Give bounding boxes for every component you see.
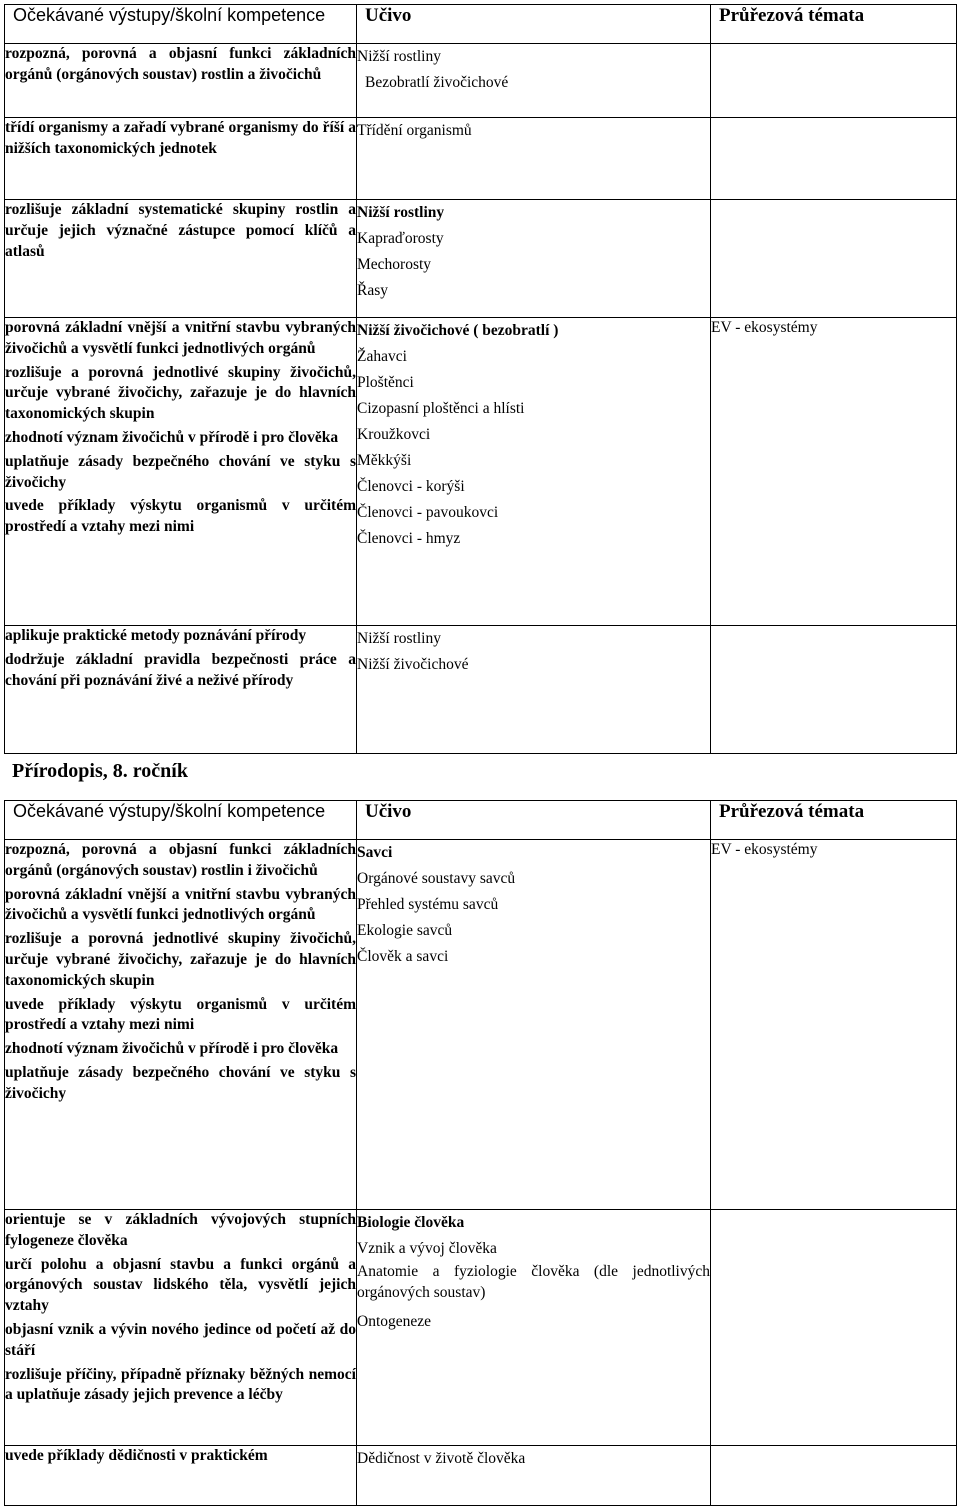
topics-cell [357,1210,711,1446]
outcomes-cell [5,626,357,754]
topic-text: Vznik a vývoj člověka [357,1240,497,1257]
topic-text: Přehled systému savců [357,896,499,913]
topic-text: Členovci - pavoukovci [357,504,499,521]
table-row [5,1210,957,1446]
outcome-text: uvede příklady dědičnosti v praktickém [5,1447,268,1464]
outcome-text: uplatňuje zásady bezpečného chování ve styku s živočichy [5,1063,356,1102]
header-cross-topics: Průřezová témata [719,5,865,26]
table-row [5,1446,957,1506]
topic-text: Savci [357,844,393,861]
topic-text: Nižší rostliny [357,630,441,647]
outcome-text: rozlišuje a porovná jednotlivé skupiny živočichů, určuje vybrané živočichy, zařazuje je do hlavních taxonomických skupin [5,930,356,989]
topic-text: Ploštěnci [357,374,414,391]
table-row [5,44,957,118]
topic-text: Třídění organismů [357,122,472,139]
topic-text: Nižší rostliny [357,48,441,65]
outcome-text: uplatňuje zásady bezpečného chování ve styku s živočichy [5,452,356,491]
section-title: Přírodopis, 8. ročník [12,760,188,782]
topic-text: Nižší živočichové ( bezobratlí ) [357,322,559,339]
outcomes-cell [5,1446,357,1506]
table-row [5,840,957,1210]
topic-text: Členovci - korýši [357,478,465,495]
outcome-text: rozlišuje a porovná jednotlivé skupiny živočichů, určuje vybrané živočichy, zařazuje je do hlavních taxonomických skupin [5,363,356,423]
cross-topics-cell: EV - ekosystémy [711,318,957,626]
outcomes-cell [5,200,357,318]
topic-text: Řasy [357,282,388,299]
table-row [5,200,957,318]
topic-text: Žahavci [357,348,407,365]
topic-text: Kroužkovci [357,426,431,443]
cross-topics-cell [711,1446,957,1506]
topics-cell [357,118,711,200]
topic-text: Bezobratlí živočichové [365,74,509,91]
header-cross-topics: Průřezová témata [719,801,865,822]
outcome-text: uvede příklady výskytu organismů v určitém prostředí a vztahy mezi nimi [5,497,356,536]
header-outcomes: Očekávané výstupy/školní kompetence [13,801,326,821]
outcome-text: porovná základní vnější a vnitřní stavbu vybraných živočichů a vysvětlí funkci jednotlivých orgánů [5,885,356,924]
outcome-text: rozpozná, porovná a objasní funkci základních orgánů (orgánových soustav) rostlin i živočichů [5,841,356,879]
topic-text: Nižší živočichové [357,656,469,673]
topic-text: Kapraďorosty [357,230,444,247]
header-topics: Učivo [365,801,412,822]
topic-text: Člověk a savci [357,948,449,965]
outcome-text: zhodnotí význam živočichů v přírodě i pro člověka [5,1040,339,1058]
outcome-text: uvede příklady výskytu organismů v určitém prostředí a vztahy mezi nimi [5,995,356,1034]
table-header [5,801,957,840]
cross-topics-cell: EV - ekosystémy [711,840,957,1210]
outcome-text: rozlišuje příčiny, případně příznaky běžných nemocí a uplatňuje zásady jejich prevence a léčby [5,1365,356,1404]
topic-text: Cizopasní ploštěnci a hlísti [357,400,525,417]
outcomes-cell [5,118,357,200]
cross-topics-cell [711,200,957,318]
topics-cell [357,200,711,318]
curriculum-table-8 [4,800,957,1506]
topic-text: Dědičnost v životě člověka [357,1450,526,1467]
curriculum-table-7 [4,4,957,754]
topics-cell [357,840,711,1210]
topic-text: Členovci - hmyz [357,530,461,547]
table-header [5,5,957,44]
topic-text: Ekologie savců [357,922,453,939]
topic-text: Mechorosty [357,256,432,273]
topics-cell [357,44,711,118]
outcome-text: aplikuje praktické metody poznávání přírody [5,627,307,644]
outcome-text: rozpozná, porovná a objasní funkci základních orgánů (orgánových soustav) rostlin a živočichů [5,45,356,83]
topics-cell [357,1446,711,1506]
outcome-text: třídí organismy a zařadí vybrané organismy do říší a nižších taxonomických jednotek [5,119,356,157]
cross-topics-cell [711,118,957,200]
cross-topics-cell [711,44,957,118]
cross-topics-cell [711,1210,957,1446]
table-row [5,318,957,626]
topic-text: Ontogeneze [357,1312,432,1330]
outcome-text: objasní vznik a vývin nového jedince od početí až do stáří [5,1320,356,1359]
outcome-text: dodržuje základní pravidla bezpečnosti práce a chování při poznávání živé a neživé přírody [5,650,356,689]
outcome-text: rozlišuje základní systematické skupiny rostlin a určuje jejich význačné zástupce pomocí klíčů a atlasů [5,201,356,260]
outcome-text: zhodnotí význam živočichů v přírodě i pro člověka [5,428,339,446]
header-outcomes: Očekávané výstupy/školní kompetence [13,5,326,25]
topic-text: Anatomie a fyziologie člověka (dle jednotlivých orgánových soustav) [357,1263,710,1301]
outcome-text: porovná základní vnější a vnitřní stavbu vybraných živočichů a vysvětlí funkci jednotlivých orgánů [5,319,356,357]
outcomes-cell [5,1210,357,1446]
topic-text: Měkkýši [357,452,412,469]
topic-text: Nižší rostliny [357,204,445,221]
cross-topics-cell [711,626,957,754]
outcomes-cell [5,44,357,118]
topic-text: Biologie člověka [357,1214,465,1231]
table-row [5,118,957,200]
outcomes-cell [5,318,357,626]
topics-cell [357,626,711,754]
outcome-text: určí polohu a objasní stavbu a funkci orgánů a orgánových soustav lidského těla, vysvětlí jejich vztahy [5,1255,356,1315]
topic-text: Orgánové soustavy savců [357,870,516,887]
topics-cell [357,318,711,626]
header-topics: Učivo [365,5,412,26]
table-row [5,626,957,754]
outcomes-cell [5,840,357,1210]
outcome-text: orientuje se v základních vývojových stupních fylogeneze člověka [5,1211,356,1249]
